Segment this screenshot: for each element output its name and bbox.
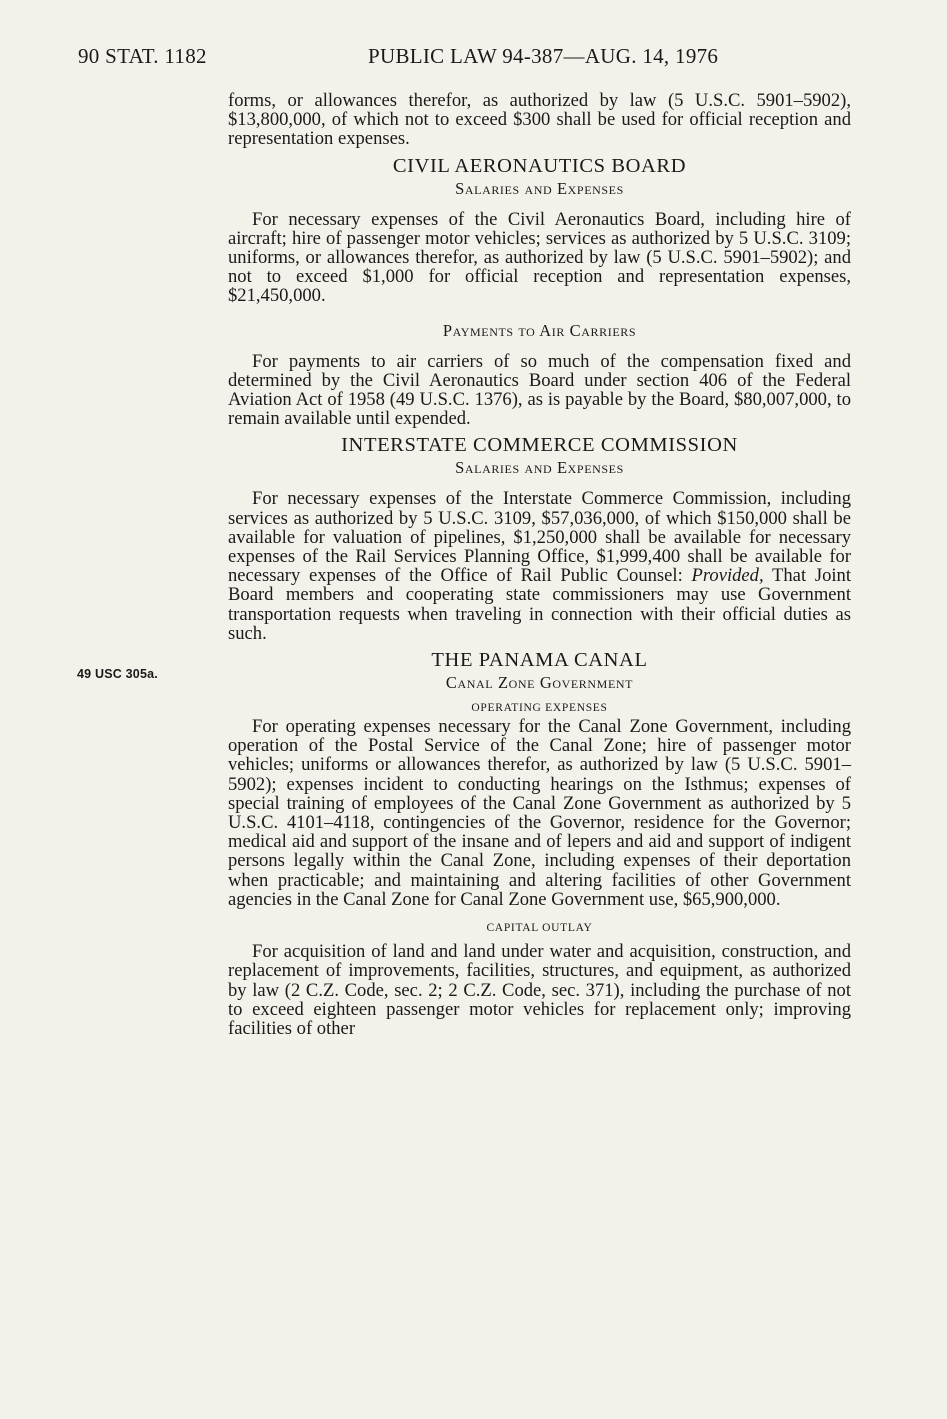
- subheading-capital-outlay: CAPITAL OUTLAY: [486, 922, 593, 935]
- paragraph-operating-expenses: For operating expenses necessary for the Canal Zone Government, including operation of the Postal Service of the Canal Zone; hire of passenger motor vehicles; uniforms or allowances therefor, as authorized by law (5 U.S.C. 5901–5902); expenses incident to conducting hearings on the Isthmus; expenses of special training of employees of the Canal Zone Government as authorized by 5 U.S.C. 4101–4118, contingencies of the Governor, residence for the Governor; medical aid and support of the insane and of lepers and aid and support of indigent persons legally within the Canal Zone, including expenses of their deportation when practicable; and maintaining and altering facilities of other Government agencies in the Canal Zone for Canal Zone Government use, $65,900,000.: [228, 716, 851, 910]
- section-heading-panama: THE PANAMA CANAL: [431, 649, 648, 672]
- continued-paragraph: forms, or allowances therefor, as authorized by law (5 U.S.C. 5901–5902), $13,800,000, of which not to exceed $300 shall be used for official reception and representation expenses.: [228, 90, 851, 150]
- subheading-operating-expenses: OPERATING EXPENSES: [471, 702, 608, 715]
- paragraph-cab-salaries: For necessary expenses of the Civil Aeronautics Board, including hire of aircraft; hire of passenger motor vehicles; services as authorized by 5 U.S.C. 3109; uniforms, or allowances therefor, as authorized by law (5 U.S.C. 5901–5902); and not to exceed $1,000 for official reception and representation expenses, $21,450,000.: [228, 208, 851, 307]
- section-heading-icc: INTERSTATE COMMERCE COMMISSION: [341, 434, 738, 457]
- margin-citation: 49 USC 305a.: [77, 667, 158, 681]
- paragraph-capital-outlay: For acquisition of land and land under water and acquisition, construction, and replacement of improvements, facilities, structures, and equipment, as authorized by law (2 C.Z. Code, sec. 2; 2 C.Z. Code, sec. 371), including the purchase of not to exceed eighteen passenger motor vehicles for replacement only; improving facilities of other: [228, 941, 851, 1039]
- icc-text-after: That Joint Board members and cooperating state commissioners may use Government transportation requests when traveling in connection with their official duties as such.: [228, 565, 852, 644]
- paragraph-icc-salaries: [228, 489, 851, 643]
- paragraph-cab-payments: For payments to air carriers of so much of the compensation fixed and determined by the Civil Aeronautics Board under section 406 of the Federal Aviation Act of 1958 (49 U.S.C. 1376), as is payable by the Board, $80,007,000, to remain available until expended.: [228, 350, 851, 430]
- icc-text-before: For necessary expenses of the Interstate Commerce Commission, including services as authorized by 5 U.S.C. 3109, $57,036,000, of which $150,000 shall be available for valuation of pipelines, $1,250,000 shall be available for necessary expenses of the Rail Services Planning Office, $1,999,400 shall be available for necessary expenses of the Office of Rail Public Counsel:: [228, 488, 851, 587]
- statute-page-number: 90 STAT. 1182: [78, 44, 207, 68]
- subheading-cab-payments: Payments to Air Carriers: [442, 320, 637, 340]
- subheading-cab-salaries: Salaries and Expenses: [455, 178, 624, 198]
- document-body: [228, 91, 851, 1038]
- section-heading-cab: CIVIL AERONAUTICS BOARD: [392, 154, 687, 177]
- public-law-title: PUBLIC LAW 94-387—AUG. 14, 1976: [368, 44, 719, 68]
- subheading-icc-salaries: Salaries and Expenses: [455, 458, 624, 478]
- subheading-canal-zone-government: Canal Zone Government: [445, 673, 634, 693]
- icc-provided: Provided,: [691, 565, 764, 587]
